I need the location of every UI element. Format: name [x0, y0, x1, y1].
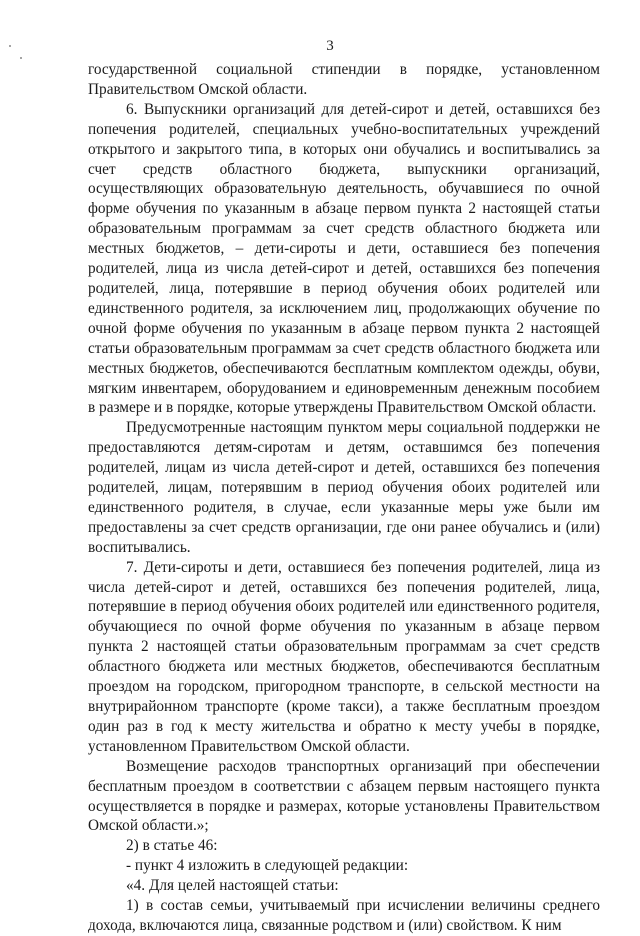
paragraph-support-exclusion: Предусмотренные настоящим пунктом меры социальной поддержки не предоставляются детям-сиротам и детям, оставшимся без попечения родителей, лицам из числа детей-сирот и детей, оставшихся без попечения родителей, лицам, потерявшим в период обучения обоих родителей или единственного родителя, в случае, если указанные меры уже были им предоставлены за счет средств организации, где они ранее обучались и (или) воспитывались. [88, 419, 600, 556]
paragraph-item-7: 7. Дети-сироты и дети, оставшиеся без попечения родителей, лица из числа детей-сирот и детей, оставшихся без попечения родителей, лица, потерявшие в период обучения обоих родителей или единственного родителя, обучающиеся по очной форме обучения по указанным в абзаце первом пункта 2 настоящей статьи образовательным программам за счет средств областного бюджета или местных бюджетов, обеспечиваются бесплатным проездом на городском, пригородном транспорте, в сельской местности на внутрирайонном транспорте (кроме такси), а также бесплатным проездом один раз в год к месту жительства и обратно к месту учебы в порядке, установленном Правительством Омской области. [88, 558, 600, 755]
page-number: 3 [326, 38, 334, 54]
paragraph-subpoint-1: 1) в состав семьи, учитываемый при исчислении величины среднего дохода, включаются лица, связанные родством и (или) свойством. К ним [88, 897, 600, 934]
paragraph-item-6: 6. Выпускники организаций для детей-сирот и детей, оставшихся без попечения родителей, специальных учебно-воспитательных учреждений открытого и закрытого типа, в которых они обучались и воспитывались за счет средств областного бюджета, выпускники организаций, осуществляющих образовательную деятельность, обучавшиеся по очной форме обучения по указанным в абзаце первом пункта 2 настоящей статьи образовательным программам за счет средств областного бюджета или местных бюджетов, – дети-сироты и дети, оставшиеся без попечения родителей, лица из числа детей-сирот и детей, оставшихся без попечения родителей, лица, потерявшие в период обучения обоих родителей или единственного родителя, за исключением лиц, продолжающих обучение по очной форме обучения по указанным в абзаце первом пункта 2 настоящей статьи образовательным программам за счет средств областного бюджета или местных бюджетов, обеспечиваются бесплатным комплектом одежды, обуви, мягким инвентарем, оборудованием и единовременным денежным пособием в размере и в порядке, которые утверждены Правительством Омской области. [88, 100, 600, 417]
paragraph-continuation: государственной социальной стипендии в порядке, установленном Правительством Омской области. [88, 61, 600, 98]
paragraph-reimbursement: Возмещение расходов транспортных организаций при обеспечении бесплатным проездом в соответствии с абзацем первым настоящего пункта осуществляется в порядке и размерах, которые установлены Правительством Омской области.»; [88, 757, 600, 835]
paragraph-article-46: 2) в статье 46: [126, 837, 218, 855]
scan-speck [20, 57, 22, 59]
document-body [88, 60, 600, 936]
paragraph-point-4-edit: - пункт 4 изложить в следующей редакции: [126, 857, 409, 875]
paragraph-point-4-heading: «4. Для целей настоящей статьи: [126, 877, 339, 895]
